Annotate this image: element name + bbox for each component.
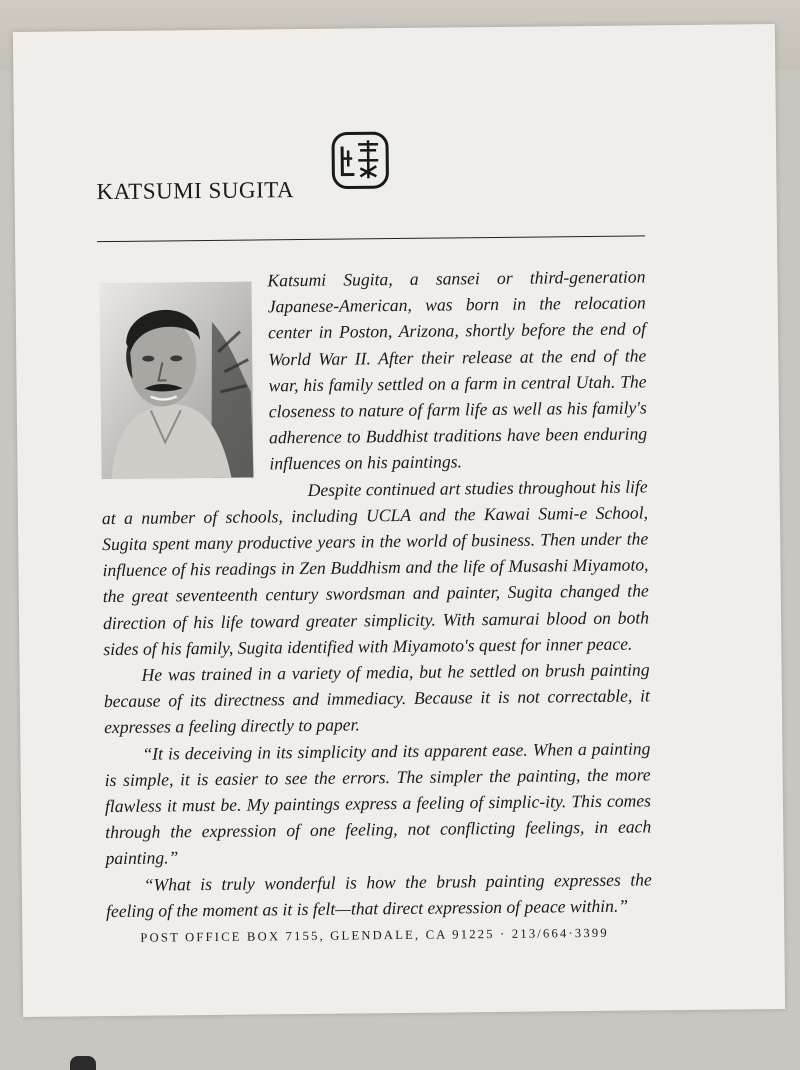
artist-seal-icon	[330, 130, 391, 191]
paragraph-4: “It is deceiving in its simplicity and its apparent ease. When a painting is simple, it is easier to see the errors. The simpler the painting, the more flawless it must be. My paintings express a feeling of simplic-ity. This comes through the expression of one feeling, not conflicting feelings, in each painting.”	[104, 738, 652, 869]
dark-object-edge	[70, 1056, 96, 1070]
paragraph-3: He was trained in a variety of media, but he settled on brush painting because of its directness and immediacy. Because it is not correctable, it expresses a feeling directly to paper.	[103, 659, 650, 738]
artist-portrait-photo	[99, 282, 253, 480]
document-page	[13, 24, 785, 1017]
contact-address: POST OFFICE BOX 7155, GLENDALE, CA 91225 · 213/664·3399	[140, 925, 609, 945]
author-name-heading: KATSUMI SUGITA	[96, 177, 295, 205]
header-divider	[97, 235, 645, 242]
paragraph-1: Katsumi Sugita, a sansei or third-generation Japanese-American, was born in the relocation center in Poston, Arizona, shortly before the end of World War II. After their release at the end of the war, his family settled on a farm in central Utah. The closeness to nature of farm life as well as his family's adherence to Buddhist traditions have been enduring influences on his paintings.	[267, 266, 648, 474]
paragraph-5: “What is truly wonderful is how the brush painting expresses the feeling of the moment as it is felt—that direct expression of peace within.”	[105, 869, 652, 921]
paragraph-2: Despite continued art studies throughout his life at a number of schools, including UCLA and the Kawai Sumi-e School, Sugita spent many productive years in the world of business. Then under the influence of his readings in Zen Buddhism and the life of Musashi Miyamoto, the great seventeenth century swordsman and painter, Sugita changed the direction of his life toward greater simplicity. With samurai blood on both sides of his family, Sugita identified with Miyamoto's quest for inner peace.	[101, 476, 650, 659]
